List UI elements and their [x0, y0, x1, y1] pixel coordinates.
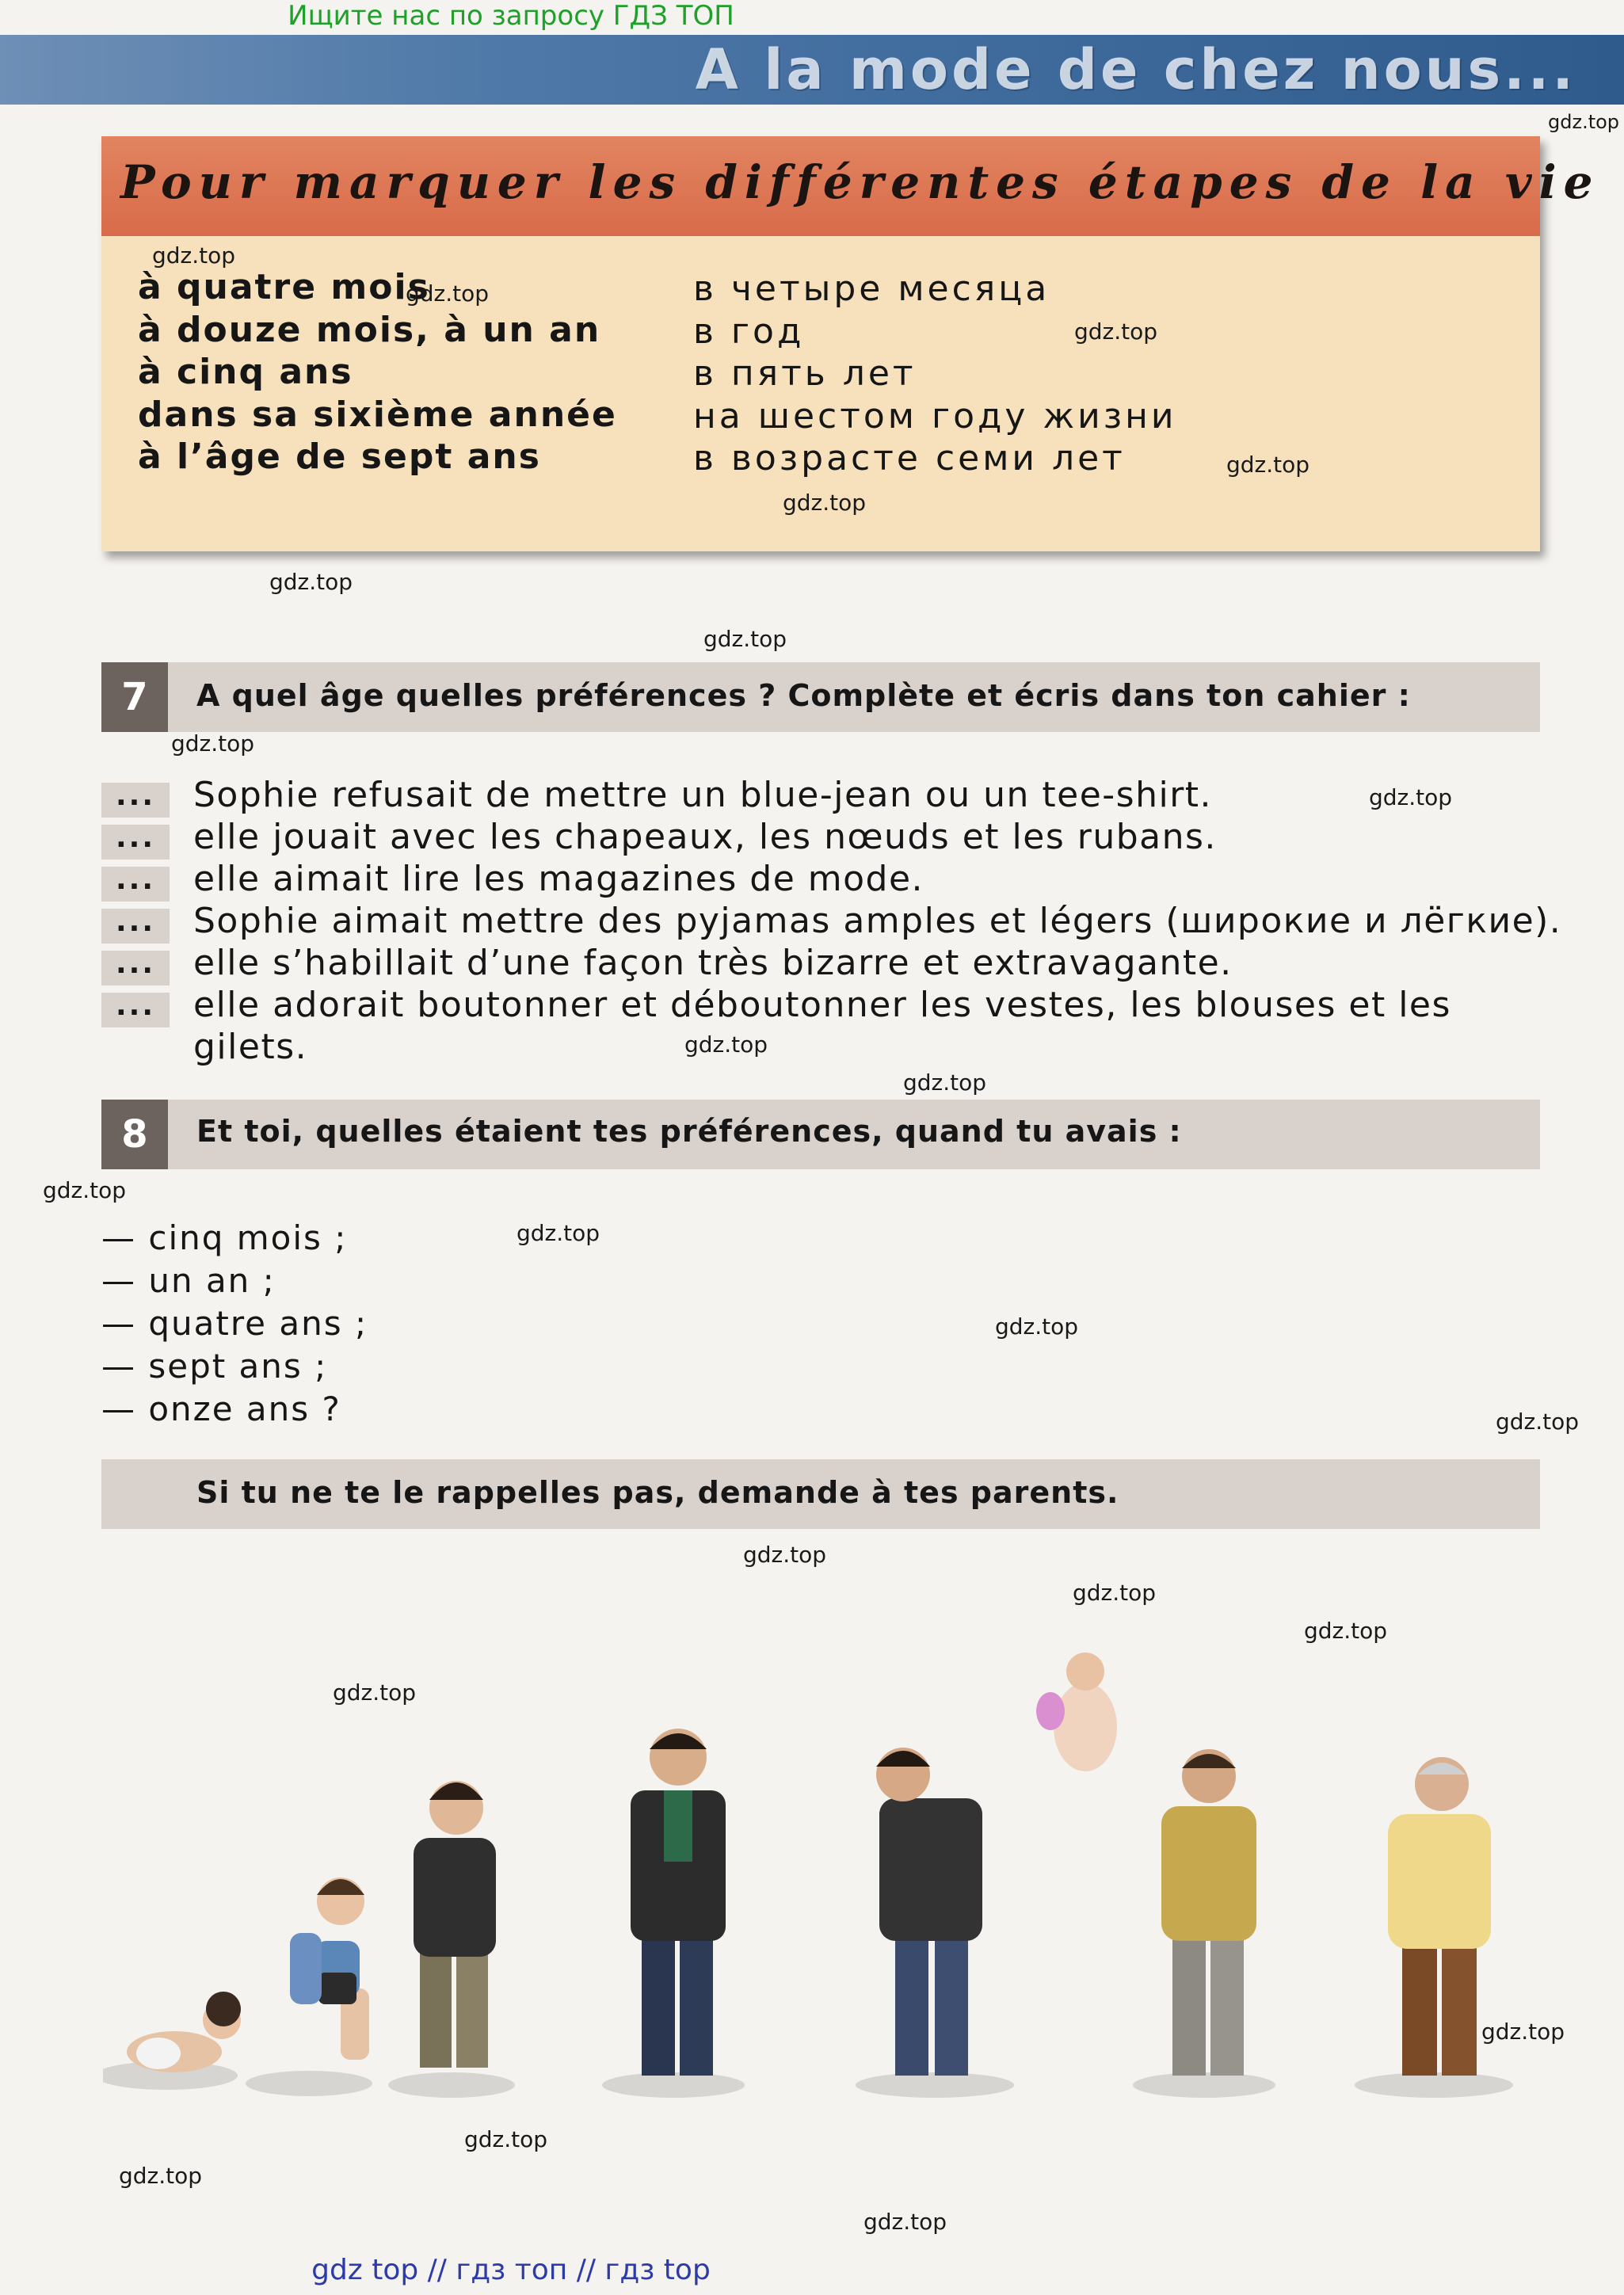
watermark: gdz.top — [1481, 2019, 1565, 2045]
vocab-fr-item: à quatre mois — [138, 267, 430, 307]
blank-dots: ... — [101, 825, 170, 860]
page-title: A la mode de chez nous... — [695, 37, 1576, 102]
vocab-ru-item: на шестом году жизни — [693, 395, 1177, 437]
watermark: gdz.top — [43, 1177, 127, 1203]
teen-figure — [414, 1781, 496, 2068]
watermark: gdz.top — [703, 626, 787, 652]
adult-figure — [631, 1729, 726, 2076]
vocab-ru-item: в возрасте семи лет — [693, 438, 1126, 478]
life-stages-illustration — [103, 1600, 1545, 2107]
blank-dots: ... — [101, 867, 170, 902]
vocab-fr-item: à l’âge de sept ans — [138, 437, 541, 477]
watermark: gdz.top — [171, 730, 255, 757]
blank-dots: ... — [101, 993, 170, 1027]
watermark: gdz.top — [1548, 111, 1620, 133]
watermark: gdz.top — [406, 280, 490, 307]
exercise-7-sentence: elle s’habillait d’une façon très bizarre et extravagante. — [193, 943, 1233, 983]
watermark: gdz.top — [903, 1069, 987, 1096]
exercise-8-item: — un an ; — [101, 1261, 276, 1300]
exercise-8-item: — quatre ans ; — [101, 1304, 368, 1343]
vocab-title: Pour marquer les différentes étapes de la vie — [120, 155, 1600, 209]
exercise-7-sentence: Sophie aimait mettre des pyjamas amples et légers (широкие и лёгкие). — [193, 901, 1562, 941]
exercise-8-item: — sept ans ; — [101, 1347, 328, 1386]
vocab-russian-column — [693, 268, 1176, 480]
exercise-7-sentence: Sophie refusait de mettre un blue-jean ou un tee-shirt. — [193, 775, 1213, 815]
middle-aged-figure — [1161, 1749, 1256, 2076]
vocab-fr-item: à douze mois, à un an — [138, 309, 601, 350]
watermark: gdz.top — [1073, 1580, 1157, 1606]
exercise-7-sentence: elle aimait lire les magazines de mode. — [193, 859, 924, 899]
watermark: gdz.top — [863, 2209, 947, 2235]
watermark: gdz.top — [995, 1313, 1079, 1340]
vocab-fr-item: dans sa sixième année — [138, 394, 617, 435]
watermark: gdz.top — [152, 242, 236, 269]
father-with-baby-figure — [876, 1653, 1117, 2076]
watermark: gdz.top — [1226, 452, 1310, 478]
parents-note: Si tu ne te le rappelles pas, demande à tes parents. — [196, 1475, 1119, 1510]
watermark: gdz.top — [743, 1542, 827, 1568]
vocab-french-column — [138, 266, 617, 478]
watermark: gdz.top — [464, 2126, 548, 2152]
blank-dots: ... — [101, 783, 170, 818]
exercise-8-item: — onze ans ? — [101, 1390, 341, 1428]
vocab-ru-item: в пять лет — [693, 353, 917, 394]
watermark: gdz.top — [1074, 318, 1158, 345]
exercise-8-item: — cinq mois ; — [101, 1218, 348, 1257]
vocab-ru-item: в год — [693, 311, 805, 352]
baby-figure — [127, 1992, 241, 2072]
watermark: gdz.top — [119, 2163, 203, 2189]
vocab-ru-item: в четыре месяца — [693, 269, 1050, 309]
top-search-hint[interactable]: Ищите нас по запросу ГДЗ ТОП — [288, 0, 734, 32]
exercise-7-instruction: A quel âge quelles préférences ? Complète et écris dans ton cahier : — [196, 678, 1411, 713]
elderly-figure — [1388, 1757, 1491, 2076]
blank-dots: ... — [101, 951, 170, 985]
watermark: gdz.top — [783, 490, 867, 516]
exercise-7-number: 7 — [101, 662, 168, 732]
bottom-links[interactable]: gdz top // гдз топ // гдз top — [311, 2254, 711, 2286]
exercise-8-instruction: Et toi, quelles étaient tes préférences, quand tu avais : — [196, 1114, 1182, 1149]
blank-dots: ... — [101, 909, 170, 944]
watermark: gdz.top — [1304, 1618, 1388, 1644]
watermark: gdz.top — [684, 1031, 768, 1058]
toddler-figure — [290, 1878, 369, 2060]
watermark: gdz.top — [1369, 784, 1453, 810]
exercise-7-sentence: gilets. — [193, 1027, 308, 1067]
exercise-8-number: 8 — [101, 1100, 168, 1169]
watermark: gdz.top — [1496, 1409, 1580, 1435]
exercise-7-sentence: elle jouait avec les chapeaux, les nœuds et les rubans. — [193, 817, 1217, 857]
vocab-fr-item: à cinq ans — [138, 352, 353, 392]
watermark: gdz.top — [517, 1220, 600, 1246]
watermark: gdz.top — [269, 569, 353, 595]
exercise-7-sentence: elle adorait boutonner et déboutonner les vestes, les blouses et les — [193, 985, 1451, 1025]
watermark: gdz.top — [333, 1679, 417, 1706]
